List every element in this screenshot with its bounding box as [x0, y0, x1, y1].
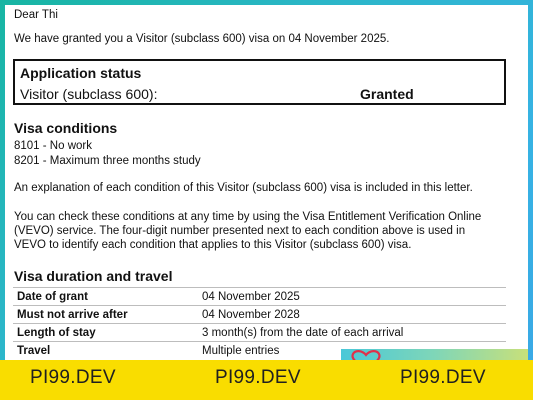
- visa-conditions-heading: Visa conditions: [14, 120, 118, 136]
- watermark-text: PI99.DEV: [30, 367, 116, 388]
- letter-intro: We have granted you a Visitor (subclass 600) visa on 04 November 2025.: [14, 33, 390, 45]
- vevo-paragraph: [14, 210, 514, 252]
- row-value: 3 month(s) from the date of each arrival: [198, 324, 506, 342]
- row-label: Date of grant: [13, 288, 198, 306]
- application-status-title: Application status: [20, 65, 142, 81]
- watermark-band: [0, 360, 533, 400]
- row-label: Must not arrive after: [13, 306, 198, 324]
- vevo-paragraph-line: VEVO to identify each condition that applies to this Visitor (subclass 600) visa.: [14, 239, 412, 251]
- duration-heading: Visa duration and travel: [14, 268, 173, 284]
- letter-greeting: Dear Thi: [14, 9, 58, 21]
- conditions-explanation: An explanation of each condition of this Visitor (subclass 600) visa is included in this letter.: [14, 182, 473, 194]
- application-status-value: Granted: [360, 86, 414, 102]
- row-value: Multiple entries: [198, 342, 506, 360]
- list-item: 8101 - No work: [14, 140, 92, 152]
- vevo-paragraph-line: (VEVO) service. The four-digit number presented next to each condition above is used in: [14, 225, 466, 237]
- row-label: Length of stay: [13, 324, 198, 342]
- row-value: 04 November 2028: [198, 306, 506, 324]
- vevo-paragraph-line: You can check these conditions at any time by using the Visa Entitlement Verification Online: [14, 211, 482, 223]
- table-row: [13, 288, 506, 306]
- table-row: [13, 324, 506, 342]
- application-status-label: Visitor (subclass 600):: [20, 86, 158, 102]
- row-value: 04 November 2025: [198, 288, 506, 306]
- watermark-text: PI99.DEV: [400, 367, 486, 388]
- visa-grant-letter: [5, 5, 528, 365]
- application-status-box: [13, 59, 506, 105]
- watermark-text: PI99.DEV: [215, 367, 301, 388]
- row-label: Travel: [13, 342, 198, 360]
- table-row: [13, 306, 506, 324]
- visa-conditions-list: [14, 139, 201, 169]
- list-item: 8201 - Maximum three months study: [14, 155, 201, 167]
